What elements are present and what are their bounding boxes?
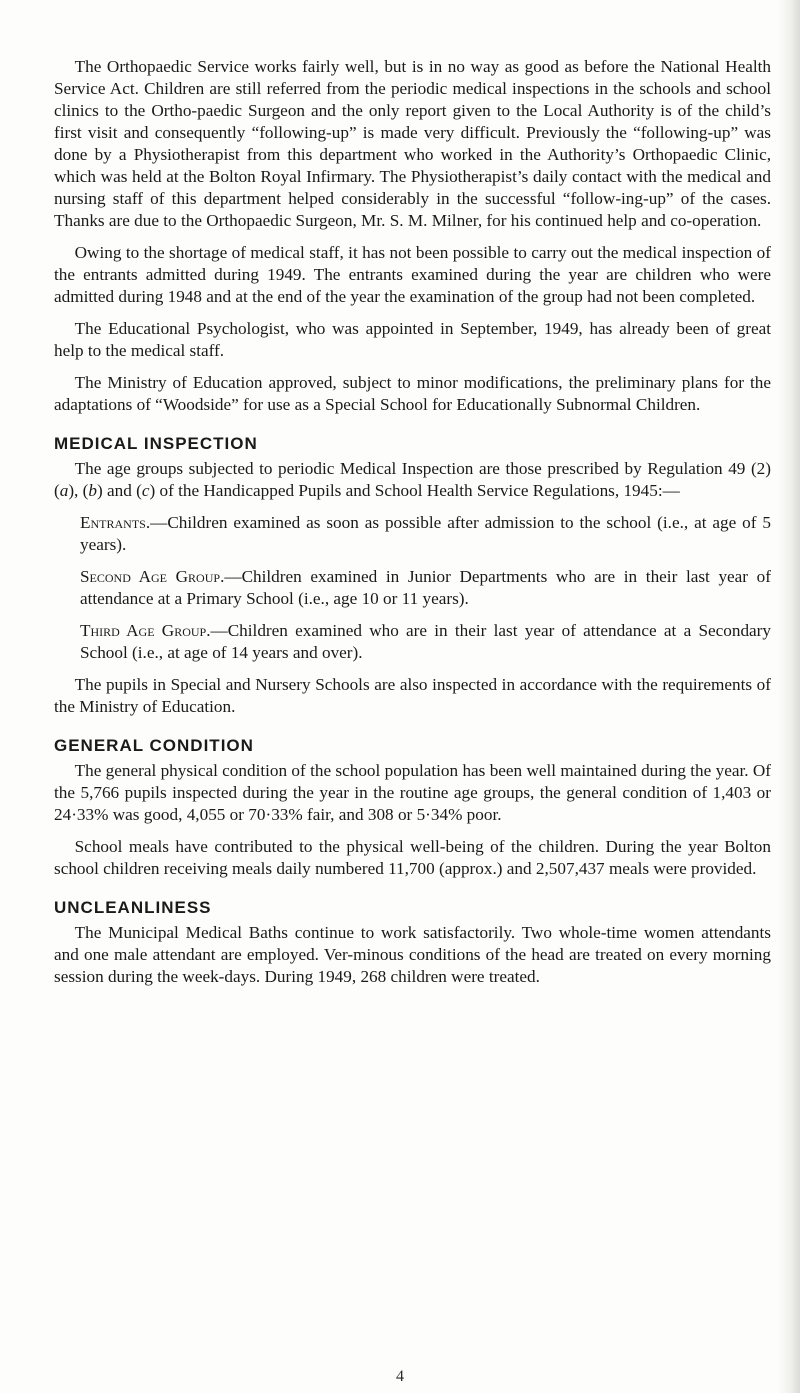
entrants-group [54,512,771,556]
entrants-term: Entrants. [80,513,151,532]
page-edge-shadow [778,0,800,1393]
intro-part-d: ) of the Handicapped Pupils and School Health Service Regulations, 1945:— [149,481,680,500]
orthopaedic-paragraph: The Orthopaedic Service works fairly well, but is in no way as good as before the National Health Service Act. Children are still referred from the periodic medical inspections in the schools and school clinics to the Ortho-paedic Surgeon and the only report given to the Local Authority is of the child’s first visit and consequently “following-up” is made very difficult. Previously the “following-up” was done by a Physiotherapist from this department who worked in the Authority’s Orthopaedic Clinic, which was held at the Bolton Royal Infirmary. The Physiotherapist’s daily contact with the medical and nursing staff of this department helped considerably in the successful “follow-ing-up” of the cases. Thanks are due to the Orthopaedic Surgeon, Mr. S. M. Milner, for his continued help and co-operation. [54,57,771,230]
page-number: 4 [396,1368,404,1385]
general-condition-paragraph: The general physical condition of the school population has been well maintained during the year. Of the 5,766 pupils inspected during the year in the routine age groups, the general condition of 1,403 or 24·33% was good, 4,055 or 70·33% fair, and 308 or 5·34% poor. [54,761,771,824]
entrants-paragraph: Owing to the shortage of medical staff, it has not been possible to carry out the medical inspection of the entrants admitted during 1949. The entrants examined during the year are children who were admitted during 1948 and at the end of the year the examination of the group had not been completed. [54,243,771,306]
school-meals-paragraph: School meals have contributed to the physical well-being of the children. During the year Bolton school children receiving meals daily numbered 11,700 (approx.) and 2,507,437 meals were provided. [54,837,771,878]
entrants-text: —Children examined as soon as possible after admission to the school (i.e., at age of 5 years). [80,513,771,554]
intro-letter-a: a [59,481,69,500]
general-condition-heading: GENERAL CONDITION [54,736,254,755]
third-age-text: —Children examined who are in their last year of attendance at a Secondary School (i.e., at age of 14 years and over). [80,621,772,662]
special-schools-paragraph: The pupils in Special and Nursery Schools are also inspected in accordance with the requirements of the Ministry of Education. [54,675,771,716]
document-page [54,56,771,998]
intro-part-a: The age groups subjected to periodic Medical Inspection are those prescribed by Regulation 49 (2) ( [54,459,771,500]
intro-part-c: ) and ( [96,481,142,500]
uncleanliness-heading: UNCLEANLINESS [54,898,212,917]
psychologist-paragraph: The Educational Psychologist, who was appointed in September, 1949, has already been of great help to the medical staff. [54,319,771,360]
second-age-group [54,566,771,610]
woodside-paragraph: The Ministry of Education approved, subject to minor modifications, the preliminary plans for the adaptations of “Woodside” for use as a Special School for Educationally Subnormal Children. [54,373,771,414]
medical-inspection-heading: MEDICAL INSPECTION [54,434,258,453]
intro-part-b: ), ( [68,481,89,500]
second-age-term: Second Age Group. [80,567,225,586]
third-age-term: Third Age Group. [80,621,211,640]
medical-inspection-intro [54,458,771,502]
second-age-text: —Children examined in Junior Departments who are in their last year of attendance at a Primary School (i.e., age 10 or 11 years). [80,567,771,608]
third-age-group [54,620,771,664]
intro-letter-b: b [88,481,97,500]
intro-letter-c: c [141,481,150,500]
uncleanliness-paragraph: The Municipal Medical Baths continue to work satisfactorily. Two whole-time women attendants and one male attendant are employed. Ver-minous conditions of the head are treated on every morning session during the week-days. During 1949, 268 children were treated. [54,923,771,986]
